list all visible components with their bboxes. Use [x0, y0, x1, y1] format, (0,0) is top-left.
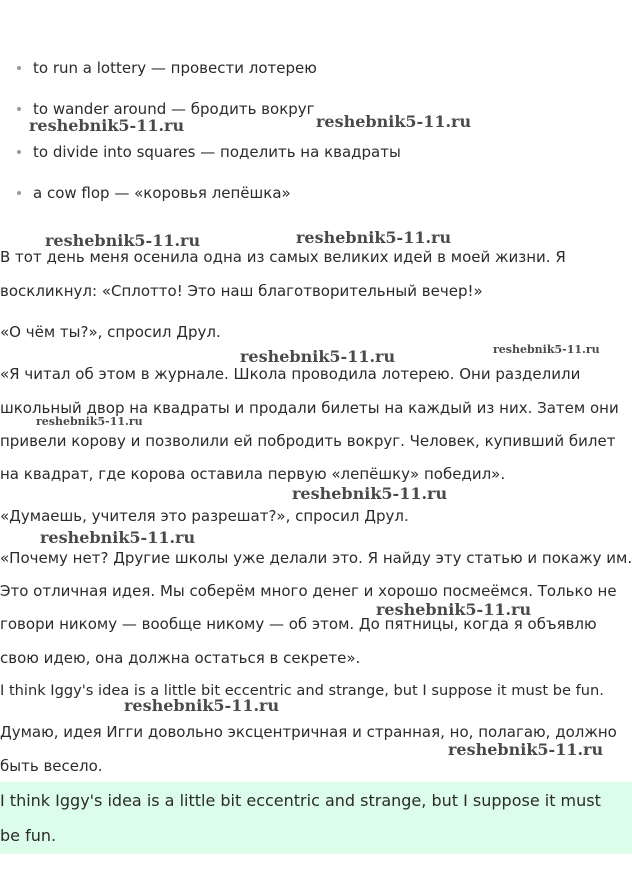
paragraph-line: «Думаешь, учителя это разрешат?», спросил Друл. [0, 507, 409, 525]
vocabulary-text: to wander around — бродить вокруг [33, 100, 315, 118]
answer-line: be fun. [0, 826, 57, 845]
vocabulary-text: to run a lottery — провести лотерею [33, 59, 317, 77]
paragraph-line: Это отличная идея. Мы соберём много денег и хорошо посмеёмся. Только не [0, 582, 617, 600]
watermark-text: reshebnik5-11.ru [240, 347, 396, 366]
paragraph-line: «Я читал об этом в журнале. Школа проводила лотерею. Они разделили [0, 365, 581, 383]
vocabulary-item [33, 143, 401, 161]
watermark-text: reshebnik5-11.ru [36, 415, 143, 428]
paragraph-line: «Почему нет? Другие школы уже делали это. Я найду эту статью и покажу им. [0, 549, 632, 567]
vocabulary-item [33, 59, 317, 77]
watermark-text: reshebnik5-11.ru [292, 484, 448, 503]
watermark-text: reshebnik5-11.ru [29, 116, 185, 135]
bullet-icon [17, 107, 21, 111]
bullet-icon [17, 66, 21, 70]
paragraph-line: В тот день меня осенила одна из самых великих идей в моей жизни. Я [0, 248, 566, 266]
paragraph-line: школьный двор на квадраты и продали билеты на каждый из них. Затем они [0, 399, 619, 417]
paragraph-line: говори никому — вообще никому — об этом. До пятницы, когда я объявлю [0, 615, 597, 633]
bullet-icon [17, 150, 21, 154]
vocabulary-text: a cow flop — «коровья лепёшка» [33, 184, 291, 202]
paragraph-line: свою идею, она должна остаться в секрете». [0, 649, 361, 667]
vocabulary-text: to divide into squares — поделить на квадраты [33, 143, 401, 161]
vocabulary-item [33, 184, 291, 202]
paragraph-line: «О чём ты?», спросил Друл. [0, 323, 221, 341]
watermark-text: reshebnik5-11.ru [296, 228, 452, 247]
watermark-text: reshebnik5-11.ru [124, 696, 280, 715]
answer-line: I think Iggy's idea is a little bit eccentric and strange, but I suppose it must [0, 791, 601, 810]
watermark-text: reshebnik5-11.ru [45, 231, 201, 250]
paragraph-line: привели корову и позволили ей побродить вокруг. Человек, купивший билет [0, 432, 616, 450]
paragraph-line: воскликнул: «Сплотто! Это наш благотворительный вечер!» [0, 282, 483, 300]
watermark-text: reshebnik5-11.ru [448, 740, 604, 759]
watermark-text: reshebnik5-11.ru [40, 528, 196, 547]
paragraph-line: Думаю, идея Игги довольно эксцентричная и странная, но, полагаю, должно [0, 723, 617, 741]
watermark-text: reshebnik5-11.ru [316, 112, 472, 131]
paragraph-line: на квадрат, где корова оставила первую «лепёшку» победил». [0, 465, 506, 483]
paragraph-line: быть весело. [0, 757, 103, 775]
bullet-icon [17, 191, 21, 195]
watermark-text: reshebnik5-11.ru [493, 343, 600, 356]
answer-box [0, 782, 632, 854]
english-translation-line: I think Iggy's idea is a little bit eccentric and strange, but I suppose it must be fun. [0, 682, 604, 699]
watermark-text: reshebnik5-11.ru [376, 600, 532, 619]
